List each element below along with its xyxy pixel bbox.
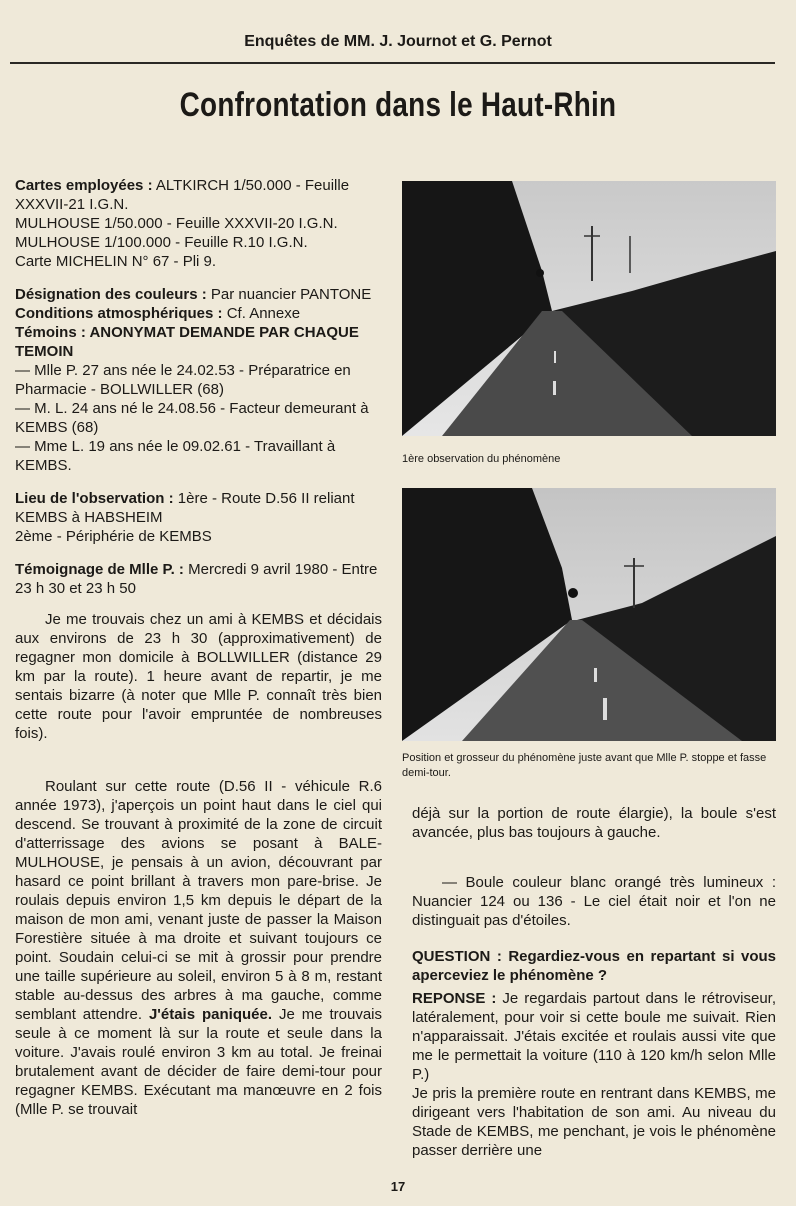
couleurs-text: Par nuancier PANTONE: [210, 286, 372, 303]
cartes-label: Cartes employées :: [15, 177, 153, 194]
road-photo-1: [402, 181, 776, 436]
temoignage-label: Témoignage de Mlle P. :: [15, 561, 184, 578]
running-header: Enquêtes de MM. J. Journot et G. Pernot: [244, 33, 552, 50]
conditions-text: Cf. Annexe: [226, 305, 301, 322]
cartes-line-1: ALTKIRCH 1/50.000 - Feuille XXXVII-21 I.G.N.: [15, 177, 350, 213]
lieu-label: Lieu de l'observation :: [15, 490, 174, 507]
right-paragraph-1: déjà sur la portion de route élargie), la boule s'est avancée, plus bas toujours à gauche.: [412, 805, 776, 841]
question-text: Regardiez-vous en repartant si vous aperceviez le phénomène ?: [412, 948, 777, 984]
paragraph-2-bold: J'étais paniquée.: [148, 1006, 272, 1023]
article-title: Confrontation dans le Haut-Rhin: [179, 86, 617, 124]
photo-first-observation: [402, 181, 776, 436]
cartes-block: [15, 176, 382, 271]
cartes-line-2: MULHOUSE 1/50.000 - Feuille XXXVII-20 I.G.N.: [15, 215, 338, 232]
reponse-label: REPONSE :: [412, 990, 497, 1007]
paragraph-1: Je me trouvais chez un ami à KEMBS et décidais aux environs de 23 h 30 (approximativement) de regagner mon domicile à BOLLWILLER (distance 29 km par la route). 1 heure avant de repartir, je me sentais bizarre (à noter que Mlle P. connaît très bien cette route pour l'avoir empruntée de nombreuses fois).: [15, 611, 382, 742]
question-label: QUESTION :: [412, 948, 502, 965]
paragraph-2-c: Je me trouvais seule à ce moment là sur la route et seule dans la voiture. J'avais roulé environ 3 km au total. Je freinai brutalement avant de décider de faire demi-tour pour regagner KEMBS. Exécutant ma manœuvre en 2 fois (Mlle P. se trouvait: [15, 1006, 383, 1118]
reponse-block: [412, 989, 776, 1084]
caption-2: Position et grosseur du phénomène juste avant que Mlle P. stoppe et fasse demi-tour.: [402, 752, 767, 779]
caption-1: 1ère observation du phénomène: [402, 453, 561, 465]
temoin-3: — Mme L. 19 ans née le 09.02.61 - Travaillant à KEMBS.: [15, 438, 336, 474]
page-number: 17: [390, 1179, 406, 1194]
right-paragraph-2: — Boule couleur blanc orangé très lumineux : Nuancier 124 ou 136 - Le ciel était noir et l'on ne distinguait pas d'étoiles.: [412, 874, 776, 929]
question-block: [412, 947, 776, 985]
temoignage-block: [15, 560, 382, 598]
reponse-text-2: Je pris la première route en rentrant dans KEMBS, me dirigeant vers l'habitation de son ami. Au niveau du Stade de KEMBS, me penchant, je vois le phénomène passer derrière une: [412, 1085, 776, 1159]
conditions-block: [15, 304, 382, 323]
temoin-2: — M. L. 24 ans né le 24.08.56 - Facteur demeurant à KEMBS (68): [15, 400, 369, 436]
conditions-label: Conditions atmosphériques :: [15, 305, 223, 322]
couleurs-label: Désignation des couleurs :: [15, 286, 207, 303]
lieu-text-2: 2ème - Périphérie de KEMBS: [15, 528, 212, 545]
temoignage-text: Mercredi 9 avril 1980 - Entre 23 h 30 et 23 h 50: [15, 561, 378, 597]
reponse-text: Je regardais partout dans le rétroviseur, latéralement, pour voir si cette boule me suivait. Rien n'apparaissait. J'étais excitée et roulais aussi vite que me le permettait la voiture (110 à 120 km/h selon Mlle P.): [412, 990, 777, 1083]
paragraph-2: [15, 777, 382, 1119]
right-column: [412, 804, 776, 1160]
cartes-line-3: MULHOUSE 1/100.000 - Feuille R.10 I.G.N.: [15, 234, 308, 251]
lieu-text: 1ère - Route D.56 II reliant KEMBS à HABSHEIM: [15, 490, 355, 526]
header-rule: [10, 62, 775, 64]
left-column: [15, 176, 382, 1119]
lieu-block: [15, 489, 382, 546]
couleurs-block: [15, 285, 382, 304]
photo-second-observation: [402, 488, 776, 741]
cartes-line-4: Carte MICHELIN N° 67 - Pli 9.: [15, 253, 217, 270]
temoin-1: — Mlle P. 27 ans née le 24.02.53 - Préparatrice en Pharmacie - BOLLWILLER (68): [15, 362, 351, 398]
temoins-label: Témoins : ANONYMAT DEMANDE PAR CHAQUE TEMOIN: [15, 324, 359, 360]
road-photo-2: [402, 488, 776, 741]
paragraph-2-a: Roulant sur cette route (D.56 II - véhicule R.6 année 1973), j'aperçois un point haut dans le ciel qui descend. Se trouvant à proximité de la zone de circuit d'atterrissage des avions se posant à BALE-MULHOUSE, je pensais à un avion, découvrant par hasard ce point brillant à travers mon pare-brise. Je roulais depuis environ 1,5 km depuis le départ de la maison de mon ami, venant juste de passer la Maison Forestière située à ma droite et suivant toujours ce point. Soudain celui-ci se mit à grossir pour prendre une taille supérieure au soleil, environ 5 à 8 m, restant stable au-dessus des arbres à ma gauche, comme semblant attendre.: [15, 778, 382, 1023]
